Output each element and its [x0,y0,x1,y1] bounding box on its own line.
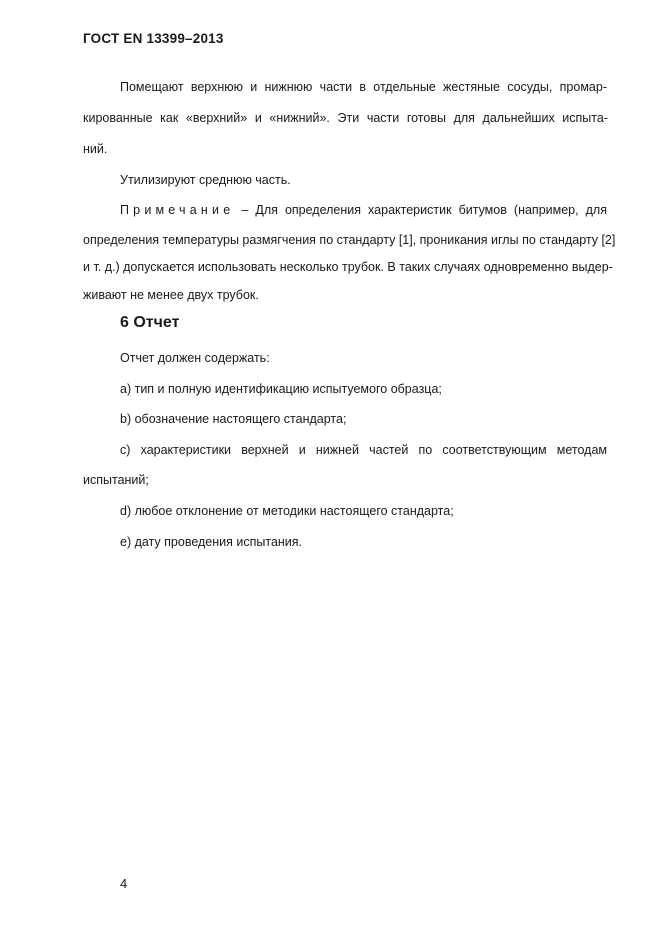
note-line-2: определения температуры размягчения по стандарту [1], проникания иглы по стандарту [2] [83,233,616,247]
section-6-intro: Отчет должен содержать: [120,351,270,365]
paragraph-1-line-3: ний. [83,142,108,156]
note-line-1-text: – Для определения характеристик битумов (например, для [234,203,607,217]
list-item-b: b) обозначение настоящего стандарта; [120,412,347,426]
document-header-standard: ГОСТ EN 13399–2013 [83,31,224,46]
note-line-1 [120,202,607,218]
note-line-3: и т. д.) допускается использовать несколько трубок. В таких случаях одновременно выдер- [83,260,613,274]
list-item-c-line-2: испытаний; [83,473,149,487]
note-label: Примечание [120,203,235,217]
list-item-a: a) тип и полную идентификацию испытуемого образца; [120,382,442,396]
list-item-c-line-1: c) характеристики верхней и нижней частей по соответствующим методам [120,443,607,457]
paragraph-2-line-1: Утилизируют среднюю часть. [120,173,291,187]
list-item-d: d) любое отклонение от методики настоящего стандарта; [120,504,454,518]
section-6-title: 6 Отчет [120,314,180,331]
page-number: 4 [120,876,128,891]
list-item-e: e) дату проведения испытания. [120,535,303,549]
paragraph-1-line-1: Помещают верхнюю и нижнюю части в отдельные жестяные сосуды, промар- [120,80,607,94]
note-line-4: живают не менее двух трубок. [83,288,259,302]
paragraph-1-line-2: кированные как «верхний» и «нижний». Эти части готовы для дальнейших испыта- [83,111,608,125]
